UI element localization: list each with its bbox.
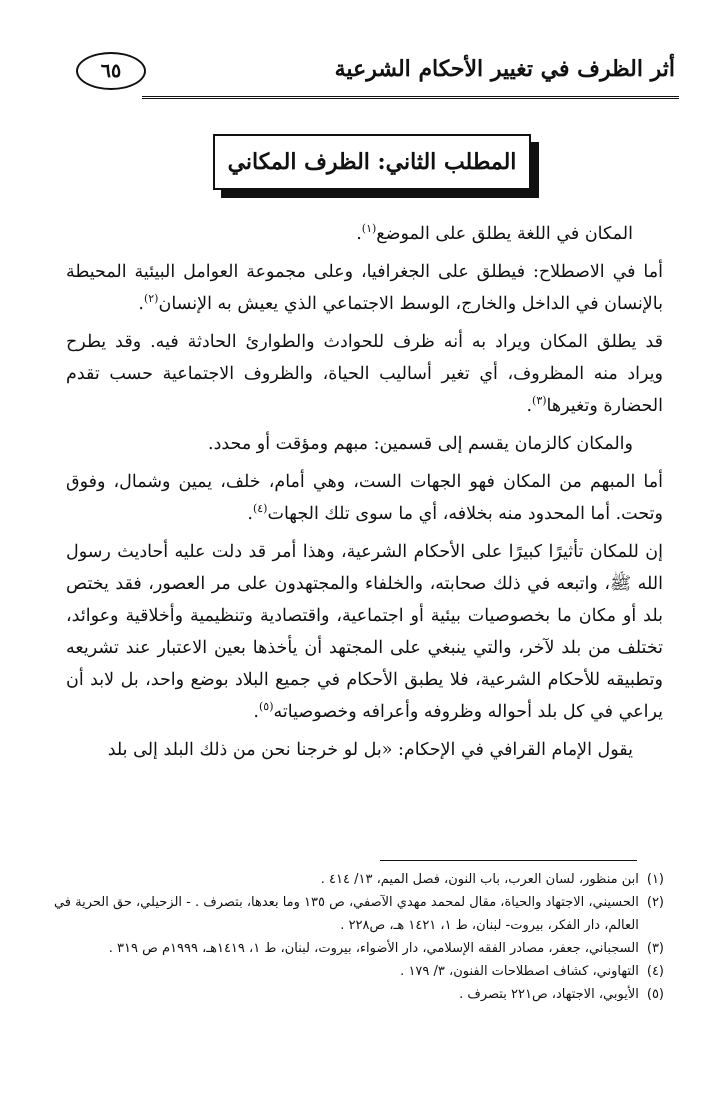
footnote-text: السجباني، جعفر، مصادر الفقه الإسلامي، دار الأضواء، بيروت، لبنان، ط ١، ١٤١٩هـ، ١٩٩٩م ص ٣١٩ . — [108, 941, 639, 956]
footnote — [50, 891, 664, 937]
paragraph: أما في الاصطلاح: فيطلق على الجغرافيا، وعلى مجموعة العوامل البيئية المحيطة بالإنسان في الداخل والخارج، الوسط الاجتماعي الذي يعيش به الإنسان$^{(٢)}$. — [66, 262, 663, 314]
header-rule — [142, 96, 679, 99]
paragraph: والمكان كالزمان يقسم إلى قسمين: مبهم ومؤقت أو محدد. — [208, 434, 633, 454]
footnote-ref[interactable]: (٣) — [532, 394, 547, 408]
footnote-number: (٣) — [646, 941, 664, 956]
footnote-number: (٢) — [646, 895, 664, 910]
paragraph: قد يطلق المكان ويراد به أنه ظرف للحوادث والطوارئ الحادثة فيه. وقد يطرح ويراد منه المظروف، أي تغير أساليب الحياة، والظروف الاجتماعية حسب تقدم الحضارة وتغيرها$^{(٣)}$. — [66, 332, 663, 416]
footnote-ref[interactable]: (١) — [361, 222, 377, 236]
section-title: المطلب الثاني: الظرف المكاني — [213, 134, 531, 190]
footnotes — [50, 868, 664, 1006]
paragraph: إن للمكان تأثيرًا كبيرًا على الأحكام الشرعية، وهذا أمر قد دلت عليه أحاديث رسول الله ﷺ، واتبعه في ذلك صحابته، والخلفاء والمجتهدون على مر العصور، فقد يختص بلد أو مكان ما بخصوصيات بيئية أو اجتماعية، واقتصادية وتنظيمية وأخلاقية وعوائد، تختلف من بلد لآخر، والتي ينبغي على المجتهد أن يأخذها بعين الاعتبار عند تشريعه وتطبيقه للأحكام الشرعية، فلا يطبق الأحكام في جميع البلاد بوضع واحد، بل لابد أن يراعي في كل بلد أحواله وظروفه وأعرافه وخصوصياته$^{(٥)}$. — [66, 542, 663, 722]
footnote — [50, 983, 664, 1006]
body-text — [66, 218, 663, 772]
footnote-text: الأيوبي، الاجتهاد، ص٢٢١ بتصرف . — [459, 987, 639, 1002]
paragraph: يقول الإمام القرافي في الإحكام: «بل لو خرجنا نحن من ذلك البلد إلى بلد — [107, 740, 633, 760]
running-title: أثر الظرف في تغيير الأحكام الشرعية — [334, 56, 675, 82]
footnote-ref[interactable]: (٢) — [143, 292, 159, 306]
footnote — [50, 960, 664, 983]
page-number: ٦٥ — [76, 52, 146, 90]
footnote-ref[interactable]: (٥) — [258, 700, 274, 714]
footnote-ref[interactable]: (٤) — [252, 502, 268, 516]
footnote-number: (٥) — [646, 987, 664, 1002]
footnote-number: (٤) — [646, 964, 664, 979]
footnote-text: التهاوني، كشاف اصطلاحات الفنون، ٣/ ١٧٩ . — [400, 964, 639, 979]
footnote-number: (١) — [646, 872, 664, 887]
footnote-separator — [380, 860, 637, 861]
footnote-text: الحسيني، الاجتهاد والحياة، مقال لمحمد مهدي الآصفي، ص ١٣٥ وما بعدها، بتصرف . - الزحيلي، حق الحرية في العالم، دار الفكر، بيروت- لبنان، ط ١، ١٤٢١ هـ، ص٢٢٨ . — [53, 895, 639, 933]
paragraph: أما المبهم من المكان فهو الجهات الست، وهي أمام، خلف، يمين وشمال، وفوق وتحت. أما المحدود منه بخلافه، أي ما سوى تلك الجهات$^{(٤)}$. — [66, 472, 663, 524]
footnote — [50, 868, 664, 891]
paragraph: المكان في اللغة يطلق على الموضع$^{(١)}$. — [356, 222, 633, 244]
footnote — [50, 937, 664, 960]
footnote-text: ابن منظور، لسان العرب، باب النون، فصل الميم، ١٣/ ٤١٤ . — [320, 872, 639, 887]
